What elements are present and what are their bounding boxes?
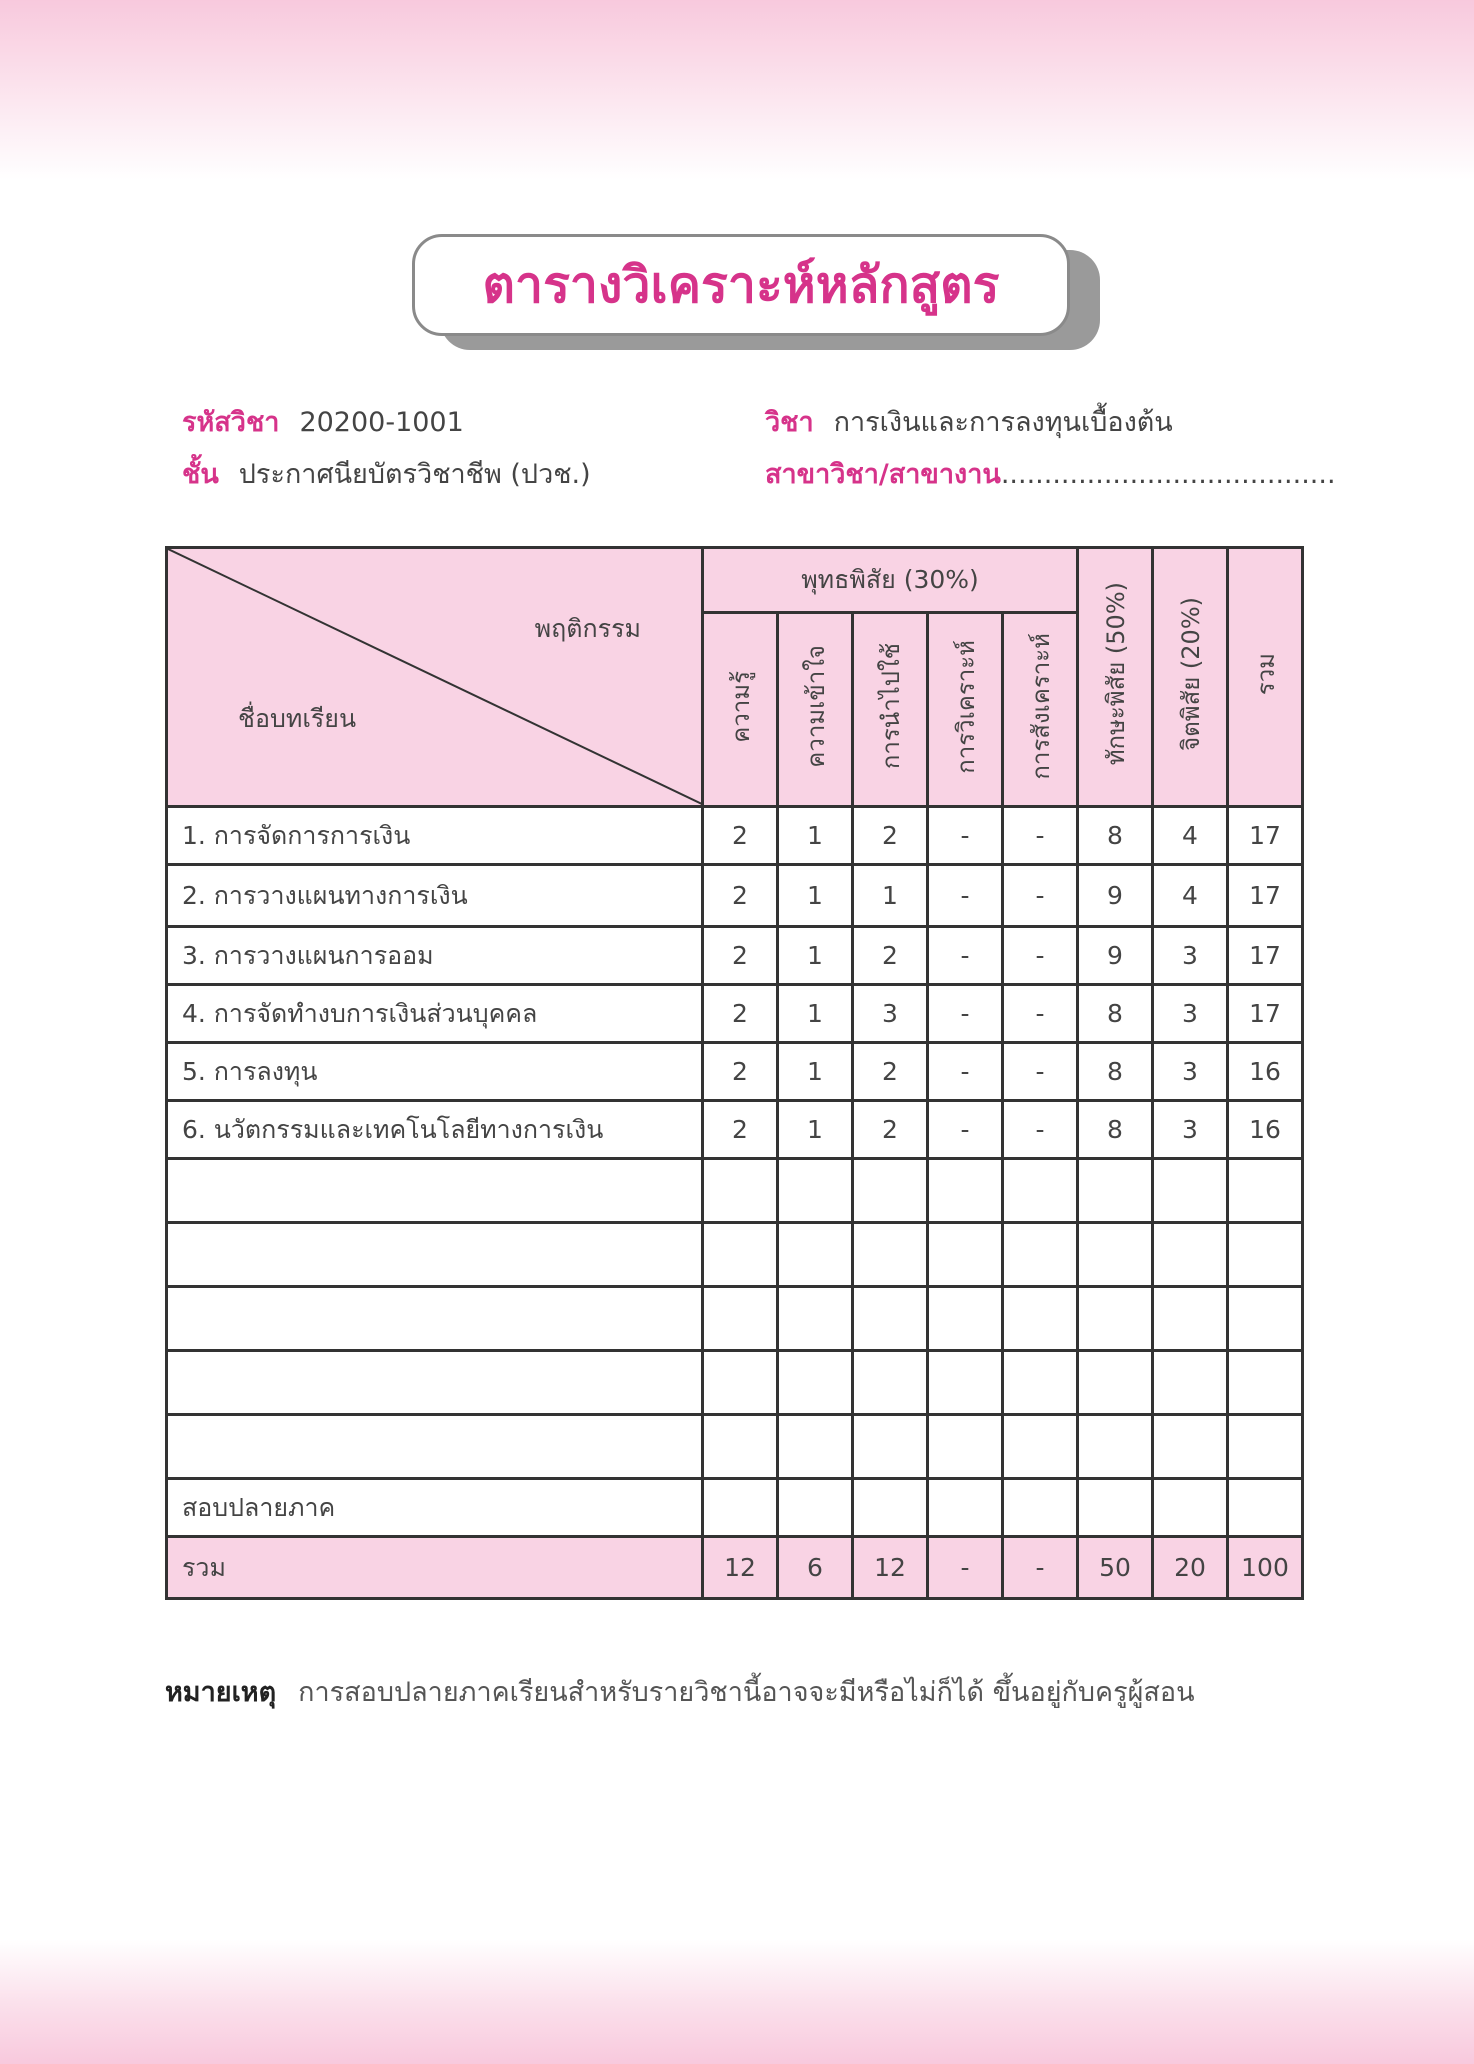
cell-value: 17 <box>1228 985 1303 1043</box>
sum-value: - <box>1003 1537 1078 1599</box>
course-code-label: รหัสวิชา <box>182 407 280 438</box>
cell-value: 3 <box>1153 985 1228 1043</box>
cell-value: 17 <box>1228 865 1303 927</box>
final-exam-row <box>167 1479 1303 1537</box>
cell-value: 2 <box>703 927 778 985</box>
corner-diagonal <box>168 549 704 805</box>
cell-value: 16 <box>1228 1101 1303 1159</box>
sub-header-knowledge: ความรู้ <box>703 612 778 806</box>
lesson-name: 1. การจัดการการเงิน <box>167 807 703 865</box>
cell-value: 1 <box>778 1101 853 1159</box>
sum-value: 6 <box>778 1537 853 1599</box>
lesson-name: 5. การลงทุน <box>167 1043 703 1101</box>
footnote-label: หมายเหตุ <box>165 1677 277 1708</box>
course-subject <box>765 400 1173 443</box>
sum-label: รวม <box>167 1537 703 1599</box>
sum-value: 20 <box>1153 1537 1228 1599</box>
corner-header <box>167 548 703 807</box>
cell-value: 2 <box>703 1043 778 1101</box>
cell-value: 1 <box>853 865 928 927</box>
cell-value: 2 <box>853 927 928 985</box>
cell-value: 2 <box>853 807 928 865</box>
cell-value: 3 <box>853 985 928 1043</box>
sum-value: 50 <box>1078 1537 1153 1599</box>
cell-value: 8 <box>1078 1101 1153 1159</box>
sum-value: 100 <box>1228 1537 1303 1599</box>
cell-value: 8 <box>1078 985 1153 1043</box>
cell-value: 1 <box>778 865 853 927</box>
cell-value: 16 <box>1228 1043 1303 1101</box>
cell-value: - <box>928 1101 1003 1159</box>
cell-value: 3 <box>1153 1101 1228 1159</box>
cell-value: 1 <box>778 1043 853 1101</box>
empty-row <box>167 1287 1303 1351</box>
sum-row <box>167 1537 1303 1599</box>
skill-header <box>1078 548 1153 807</box>
cell-value: - <box>1003 1101 1078 1159</box>
course-level <box>182 452 591 495</box>
table-row <box>167 865 1303 927</box>
level-value: ประกาศนียบัตรวิชาชีพ (ปวช.) <box>238 459 591 490</box>
cell-value: - <box>928 807 1003 865</box>
cognitive-header: พุทธพิสัย (30%) <box>703 548 1078 613</box>
sub-header-application: การนำไปใช้ <box>853 612 928 806</box>
cell-value: - <box>1003 985 1078 1043</box>
curriculum-table <box>165 546 1304 1600</box>
subject-value: การเงินและการลงทุนเบื้องต้น <box>833 407 1173 438</box>
sub-header-comprehension: ความเข้าใจ <box>778 612 853 806</box>
lesson-name: 3. การวางแผนการออม <box>167 927 703 985</box>
field-label: สาขาวิชา/สาขางาน <box>765 459 1001 490</box>
table-row <box>167 985 1303 1043</box>
sum-value: 12 <box>853 1537 928 1599</box>
lesson-name: 2. การวางแผนทางการเงิน <box>167 865 703 927</box>
cell-value: 1 <box>778 927 853 985</box>
cell-value: 4 <box>1153 865 1228 927</box>
empty-row <box>167 1415 1303 1479</box>
level-label: ชั้น <box>182 459 219 490</box>
sum-value: - <box>928 1537 1003 1599</box>
cell-value: 8 <box>1078 807 1153 865</box>
subject-label: วิชา <box>765 407 814 438</box>
sub-header-analysis: การวิเคราะห์ <box>928 612 1003 806</box>
empty-row <box>167 1159 1303 1223</box>
course-field <box>765 452 1336 495</box>
title-box <box>412 234 1070 336</box>
cell-value: - <box>928 865 1003 927</box>
cell-value: 2 <box>853 1101 928 1159</box>
empty-row <box>167 1351 1303 1415</box>
total-header-text: รวม <box>1251 652 1280 696</box>
cell-value: 2 <box>703 807 778 865</box>
attitude-header <box>1153 548 1228 807</box>
top-pink-band <box>0 0 1474 180</box>
empty-row <box>167 1223 1303 1287</box>
cell-value: 9 <box>1078 927 1153 985</box>
sum-value: 12 <box>703 1537 778 1599</box>
final-exam-label: สอบปลายภาค <box>167 1479 703 1537</box>
table-row <box>167 1043 1303 1101</box>
cell-value: - <box>928 1043 1003 1101</box>
cell-value: - <box>928 927 1003 985</box>
cell-value: - <box>1003 927 1078 985</box>
lesson-name: 4. การจัดทำงบการเงินส่วนบุคคล <box>167 985 703 1043</box>
lesson-name: 6. นวัตกรรมและเทคโนโลยีทางการเงิน <box>167 1101 703 1159</box>
attitude-header-text: จิตพิสัย (20%) <box>1176 597 1205 751</box>
cell-value: - <box>928 985 1003 1043</box>
total-header <box>1228 548 1303 807</box>
course-code-value: 20200-1001 <box>299 407 464 438</box>
corner-lesson-label: ชื่อบทเรียน <box>238 704 357 733</box>
cell-value: - <box>1003 807 1078 865</box>
table-row <box>167 927 1303 985</box>
cell-value: 9 <box>1078 865 1153 927</box>
page-title: ตารางวิเคราะห์หลักสูตร <box>482 255 1000 314</box>
cell-value: 3 <box>1153 1043 1228 1101</box>
cell-value: 1 <box>778 985 853 1043</box>
cell-value: - <box>1003 1043 1078 1101</box>
footnote <box>165 1670 1195 1713</box>
course-code <box>182 400 464 443</box>
cell-value: 2 <box>853 1043 928 1101</box>
cell-value: 2 <box>703 865 778 927</box>
cell-value: 17 <box>1228 807 1303 865</box>
sub-header-synthesis: การสังเคราะห์ <box>1003 612 1078 806</box>
bottom-pink-band <box>0 1940 1474 2064</box>
field-value: ....................................... <box>1000 459 1336 490</box>
cell-value: - <box>1003 865 1078 927</box>
footnote-text: การสอบปลายภาคเรียนสำหรับรายวิชานี้อาจจะมีหรือไม่ก็ได้ ขึ้นอยู่กับครูผู้สอน <box>298 1677 1195 1708</box>
cell-value: 8 <box>1078 1043 1153 1101</box>
skill-header-text: ทักษะพิสัย (50%) <box>1101 582 1130 766</box>
cell-value: 1 <box>778 807 853 865</box>
table-row <box>167 1101 1303 1159</box>
cell-value: 2 <box>703 1101 778 1159</box>
table-row <box>167 807 1303 865</box>
cell-value: 4 <box>1153 807 1228 865</box>
cell-value: 2 <box>703 985 778 1043</box>
corner-behavior-label: พฤติกรรม <box>534 614 641 643</box>
cell-value: 17 <box>1228 927 1303 985</box>
cell-value: 3 <box>1153 927 1228 985</box>
